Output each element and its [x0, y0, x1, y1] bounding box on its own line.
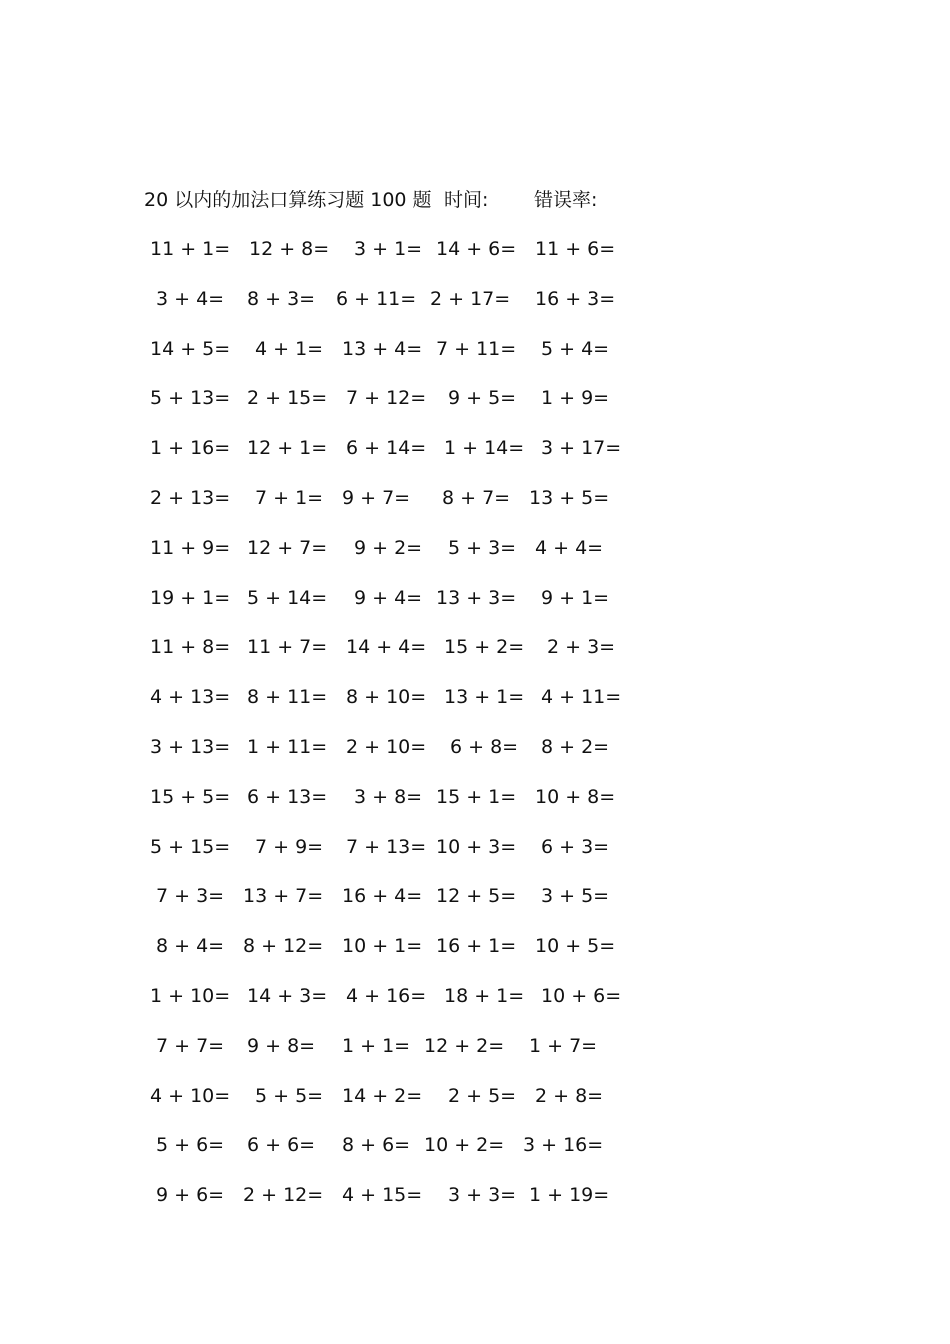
problem-item: 9 + 5= — [448, 387, 517, 410]
problem-item: 10 + 8= — [535, 785, 616, 808]
problem-item: 9 + 1= — [541, 586, 610, 609]
problem-item: 11 + 8= — [150, 636, 231, 659]
problem-item: 7 + 7= — [156, 1034, 225, 1057]
problem-item: 16 + 1= — [436, 935, 517, 958]
problem-item: 2 + 5= — [448, 1084, 517, 1107]
problem-item: 6 + 6= — [247, 1134, 316, 1157]
problem-item: 5 + 4= — [541, 337, 610, 360]
problem-item: 12 + 8= — [249, 238, 330, 260]
problem-row — [148, 684, 668, 734]
problem-item: 7 + 9= — [255, 835, 324, 858]
problem-item: 3 + 3= — [448, 1184, 517, 1207]
problem-row — [148, 933, 668, 983]
problem-item: 8 + 3= — [247, 287, 316, 310]
problem-row — [148, 634, 668, 684]
problem-item: 10 + 5= — [535, 935, 616, 958]
problem-item: 7 + 12= — [346, 387, 427, 410]
problem-row — [148, 485, 668, 535]
problem-row — [148, 286, 668, 336]
problem-item: 14 + 6= — [436, 238, 517, 260]
problem-item: 15 + 1= — [436, 785, 517, 808]
problem-item: 13 + 4= — [342, 337, 423, 360]
problem-item: 16 + 3= — [535, 287, 616, 310]
problem-item: 3 + 4= — [156, 287, 225, 310]
problem-item: 1 + 10= — [150, 984, 231, 1007]
problem-item: 1 + 16= — [150, 437, 231, 460]
problem-item: 3 + 5= — [541, 885, 610, 908]
problem-item: 12 + 5= — [436, 885, 517, 908]
problem-row — [148, 236, 668, 286]
problem-item: 11 + 6= — [535, 238, 616, 260]
problem-item: 5 + 15= — [150, 835, 231, 858]
problem-row — [148, 983, 668, 1033]
problem-item: 2 + 13= — [150, 486, 231, 509]
problem-item: 1 + 1= — [342, 1034, 411, 1057]
problem-item: 4 + 13= — [150, 686, 231, 709]
problem-row — [148, 435, 668, 485]
problem-item: 1 + 14= — [444, 437, 525, 460]
problem-item: 8 + 7= — [442, 486, 511, 509]
problem-item: 14 + 4= — [346, 636, 427, 659]
problem-item: 12 + 7= — [247, 536, 328, 559]
problem-item: 9 + 6= — [156, 1184, 225, 1207]
problem-item: 4 + 10= — [150, 1084, 231, 1107]
problem-item: 12 + 2= — [424, 1034, 505, 1057]
problem-item: 8 + 2= — [541, 735, 610, 758]
time-label: 时间: — [444, 189, 489, 211]
problem-item: 7 + 13= — [346, 835, 427, 858]
problem-item: 12 + 1= — [247, 437, 328, 460]
problem-item: 18 + 1= — [444, 984, 525, 1007]
problem-row — [148, 385, 668, 435]
problem-grid — [148, 236, 668, 1232]
problem-item: 11 + 1= — [150, 238, 231, 260]
problem-item: 3 + 13= — [150, 735, 231, 758]
problem-item: 8 + 6= — [342, 1134, 411, 1157]
problem-item: 6 + 11= — [336, 287, 417, 310]
problem-item: 10 + 1= — [342, 935, 423, 958]
problem-item: 4 + 11= — [541, 686, 622, 709]
problem-item: 8 + 12= — [243, 935, 324, 958]
problem-row — [148, 784, 668, 834]
problem-item: 4 + 16= — [346, 984, 427, 1007]
problem-item: 8 + 11= — [247, 686, 328, 709]
problem-item: 2 + 3= — [547, 636, 616, 659]
problem-item: 15 + 5= — [150, 785, 231, 808]
problem-item: 8 + 4= — [156, 935, 225, 958]
problem-item: 15 + 2= — [444, 636, 525, 659]
problem-item: 9 + 4= — [354, 586, 423, 609]
problem-item: 10 + 6= — [541, 984, 622, 1007]
problem-item: 19 + 1= — [150, 586, 231, 609]
problem-item: 1 + 9= — [541, 387, 610, 410]
problem-item: 9 + 2= — [354, 536, 423, 559]
problem-row — [148, 336, 668, 386]
problem-item: 1 + 11= — [247, 735, 328, 758]
problem-item: 13 + 1= — [444, 686, 525, 709]
problem-row — [148, 1083, 668, 1133]
problem-item: 9 + 7= — [342, 486, 411, 509]
problem-item: 2 + 12= — [243, 1184, 324, 1207]
problem-item: 3 + 1= — [354, 238, 423, 260]
problem-item: 7 + 3= — [156, 885, 225, 908]
problem-item: 6 + 13= — [247, 785, 328, 808]
problem-item: 4 + 4= — [535, 536, 604, 559]
problem-row — [148, 734, 668, 784]
problem-item: 6 + 8= — [450, 735, 519, 758]
problem-item: 13 + 7= — [243, 885, 324, 908]
problem-item: 9 + 8= — [247, 1034, 316, 1057]
problem-item: 14 + 5= — [150, 337, 231, 360]
problem-item: 5 + 3= — [448, 536, 517, 559]
problem-row — [148, 834, 668, 884]
problem-item: 6 + 14= — [346, 437, 427, 460]
problem-item: 14 + 3= — [247, 984, 328, 1007]
problem-item: 2 + 8= — [535, 1084, 604, 1107]
problem-row — [148, 1033, 668, 1083]
problem-item: 3 + 17= — [541, 437, 622, 460]
problem-item: 5 + 5= — [255, 1084, 324, 1107]
problem-row — [148, 1132, 668, 1182]
problem-item: 11 + 7= — [247, 636, 328, 659]
problem-item: 3 + 8= — [354, 785, 423, 808]
problem-item: 6 + 3= — [541, 835, 610, 858]
problem-item: 5 + 6= — [156, 1134, 225, 1157]
problem-item: 4 + 15= — [342, 1184, 423, 1207]
problem-item: 7 + 1= — [255, 486, 324, 509]
problem-row — [148, 585, 668, 635]
problem-item: 1 + 7= — [529, 1034, 598, 1057]
problem-item: 2 + 10= — [346, 735, 427, 758]
problem-item: 5 + 13= — [150, 387, 231, 410]
problem-item: 13 + 3= — [436, 586, 517, 609]
problem-item: 3 + 16= — [523, 1134, 604, 1157]
problem-item: 2 + 17= — [430, 287, 511, 310]
problem-item: 1 + 19= — [529, 1184, 610, 1207]
problem-item: 10 + 3= — [436, 835, 517, 858]
problem-item: 4 + 1= — [255, 337, 324, 360]
problem-item: 8 + 10= — [346, 686, 427, 709]
error-rate-label: 错误率: — [534, 189, 598, 211]
problem-row — [148, 883, 668, 933]
problem-item: 14 + 2= — [342, 1084, 423, 1107]
problem-item: 11 + 9= — [150, 536, 231, 559]
problem-row — [148, 1182, 668, 1232]
problem-item: 16 + 4= — [342, 885, 423, 908]
problem-item: 13 + 5= — [529, 486, 610, 509]
problem-item: 7 + 11= — [436, 337, 517, 360]
worksheet-header — [144, 186, 598, 214]
problem-item: 2 + 15= — [247, 387, 328, 410]
worksheet-title: 20 以内的加法口算练习题 100 题 — [144, 189, 432, 211]
problem-item: 5 + 14= — [247, 586, 328, 609]
problem-row — [148, 535, 668, 585]
problem-item: 10 + 2= — [424, 1134, 505, 1157]
